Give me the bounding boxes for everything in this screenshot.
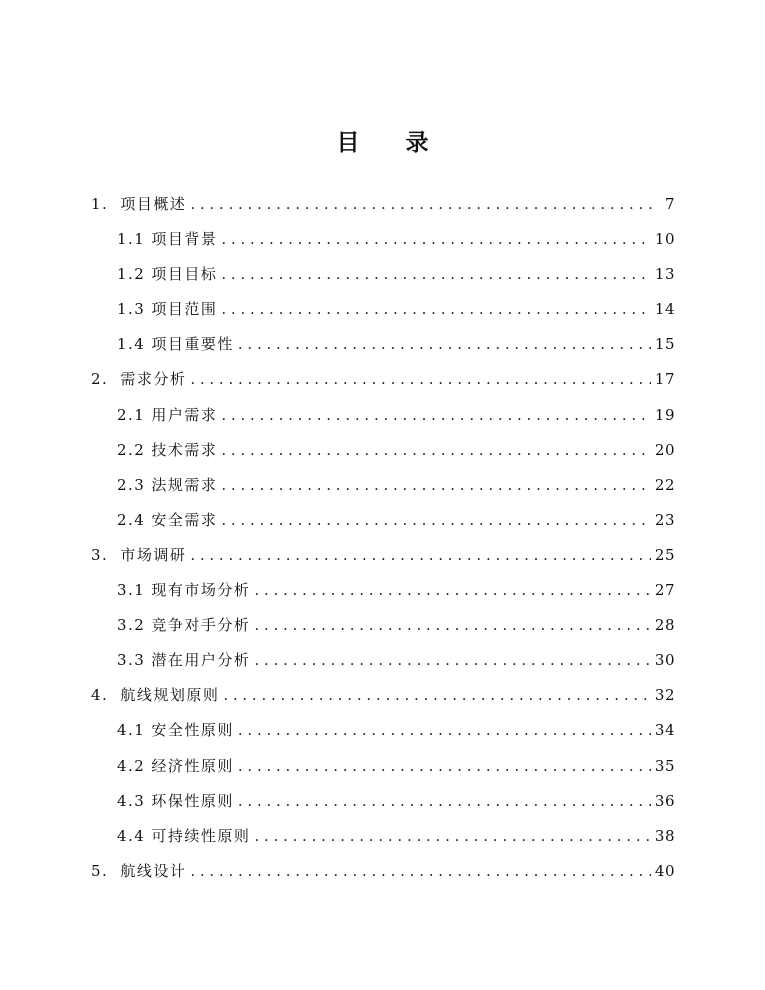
dot-leader bbox=[221, 222, 651, 257]
dot-leader bbox=[223, 678, 651, 713]
toc-entry[interactable] bbox=[0, 749, 765, 784]
toc-entry-number: 2.1 bbox=[117, 405, 146, 424]
toc-entry[interactable] bbox=[0, 433, 765, 468]
toc-entry[interactable] bbox=[0, 573, 765, 608]
toc-entry-page: 32 bbox=[654, 686, 675, 705]
dot-leader bbox=[254, 573, 651, 608]
toc-entry-number: 3.1 bbox=[117, 581, 146, 600]
dot-leader bbox=[221, 257, 651, 292]
toc-entry-title: 航线设计 bbox=[120, 861, 187, 880]
toc-entry-title: 用户需求 bbox=[151, 405, 218, 424]
toc-entry-number: 3.3 bbox=[117, 651, 146, 670]
table-of-contents bbox=[0, 187, 765, 889]
toc-entry-title: 环保性原则 bbox=[151, 791, 234, 810]
toc-entry[interactable] bbox=[0, 503, 765, 538]
toc-entry-page: 10 bbox=[654, 230, 675, 249]
toc-entry-title: 现有市场分析 bbox=[151, 581, 251, 600]
toc-entry-number: 1. bbox=[91, 195, 109, 213]
toc-entry-page: 22 bbox=[654, 475, 675, 494]
toc-entry[interactable] bbox=[0, 643, 765, 678]
toc-entry-title: 安全性原则 bbox=[151, 721, 234, 740]
toc-entry-title: 法规需求 bbox=[151, 475, 218, 494]
dot-leader bbox=[221, 468, 651, 503]
dot-leader bbox=[221, 433, 651, 468]
toc-entry-page: 23 bbox=[654, 510, 675, 529]
dot-leader bbox=[238, 749, 651, 784]
toc-entry[interactable] bbox=[0, 784, 765, 819]
toc-entry[interactable] bbox=[0, 327, 765, 362]
dot-leader bbox=[238, 327, 651, 362]
toc-entry-page: 25 bbox=[654, 545, 675, 564]
toc-entry[interactable] bbox=[0, 468, 765, 503]
dot-leader bbox=[190, 187, 653, 222]
toc-entry-number: 1.4 bbox=[117, 335, 146, 354]
toc-entry-title: 市场调研 bbox=[120, 545, 187, 564]
toc-entry-number: 2.3 bbox=[117, 475, 146, 494]
toc-entry-number: 4.2 bbox=[117, 756, 146, 775]
toc-entry-number: 2.2 bbox=[117, 440, 146, 459]
toc-entry-title: 安全需求 bbox=[151, 510, 218, 529]
toc-entry-page: 13 bbox=[654, 265, 675, 284]
toc-entry-number: 4.1 bbox=[117, 721, 146, 740]
toc-entry-page: 15 bbox=[654, 335, 675, 354]
toc-entry-page: 30 bbox=[654, 651, 675, 670]
dot-leader bbox=[254, 643, 651, 678]
toc-entry-page: 17 bbox=[654, 370, 675, 389]
toc-entry-number: 1.1 bbox=[117, 230, 146, 249]
toc-entry-title: 经济性原则 bbox=[151, 756, 234, 775]
toc-entry-page: 34 bbox=[654, 721, 675, 740]
toc-entry-page: 27 bbox=[654, 581, 675, 600]
toc-entry-number: 1.2 bbox=[117, 265, 146, 284]
toc-entry[interactable] bbox=[0, 713, 765, 748]
toc-entry-title: 潜在用户分析 bbox=[151, 651, 251, 670]
toc-entry-number: 3.2 bbox=[117, 616, 146, 635]
toc-entry-page: 38 bbox=[654, 826, 675, 845]
toc-entry-page: 20 bbox=[654, 440, 675, 459]
toc-entry-page: 28 bbox=[654, 616, 675, 635]
toc-entry-number: 3. bbox=[91, 545, 109, 564]
dot-leader bbox=[190, 854, 651, 889]
toc-entry[interactable] bbox=[0, 222, 765, 257]
toc-entry-page: 40 bbox=[654, 861, 675, 880]
toc-entry-title: 竞争对手分析 bbox=[151, 616, 251, 635]
toc-entry-title: 航线规划原则 bbox=[120, 686, 220, 705]
toc-entry[interactable] bbox=[0, 257, 765, 292]
dot-leader bbox=[254, 608, 651, 643]
toc-entry[interactable] bbox=[0, 187, 765, 222]
toc-entry-page: 7 bbox=[664, 195, 675, 213]
toc-entry-title: 项目背景 bbox=[151, 230, 218, 249]
toc-entry-number: 2. bbox=[91, 370, 109, 389]
dot-leader bbox=[221, 398, 651, 433]
toc-entry[interactable] bbox=[0, 608, 765, 643]
dot-leader bbox=[238, 713, 651, 748]
toc-entry-page: 14 bbox=[654, 300, 675, 319]
toc-entry-title: 项目概述 bbox=[120, 195, 187, 213]
dot-leader bbox=[221, 503, 651, 538]
toc-entry-page: 35 bbox=[654, 756, 675, 775]
page-title: 目录 bbox=[336, 130, 475, 157]
toc-entry-page: 19 bbox=[654, 405, 675, 424]
toc-entry-title: 项目范围 bbox=[151, 300, 218, 319]
dot-leader bbox=[238, 784, 651, 819]
toc-entry[interactable] bbox=[0, 819, 765, 854]
toc-entry-title: 可持续性原则 bbox=[151, 826, 251, 845]
toc-entry[interactable] bbox=[0, 538, 765, 573]
toc-entry[interactable] bbox=[0, 854, 765, 889]
toc-entry-number: 4.4 bbox=[117, 826, 146, 845]
toc-entry-number: 4. bbox=[91, 686, 109, 705]
dot-leader bbox=[190, 362, 651, 397]
toc-entry-title: 项目重要性 bbox=[151, 335, 234, 354]
toc-entry[interactable] bbox=[0, 678, 765, 713]
toc-entry-title: 技术需求 bbox=[151, 440, 218, 459]
toc-entry-title: 需求分析 bbox=[120, 370, 187, 389]
toc-entry[interactable] bbox=[0, 292, 765, 327]
dot-leader bbox=[221, 292, 651, 327]
toc-entry-page: 36 bbox=[654, 791, 675, 810]
toc-entry-number: 4.3 bbox=[117, 791, 146, 810]
toc-entry[interactable] bbox=[0, 398, 765, 433]
toc-entry-number: 5. bbox=[91, 861, 109, 880]
toc-entry-title: 项目目标 bbox=[151, 265, 218, 284]
dot-leader bbox=[254, 819, 651, 854]
toc-entry[interactable] bbox=[0, 362, 765, 397]
toc-entry-number: 1.3 bbox=[117, 300, 146, 319]
toc-entry-number: 2.4 bbox=[117, 510, 146, 529]
dot-leader bbox=[190, 538, 651, 573]
